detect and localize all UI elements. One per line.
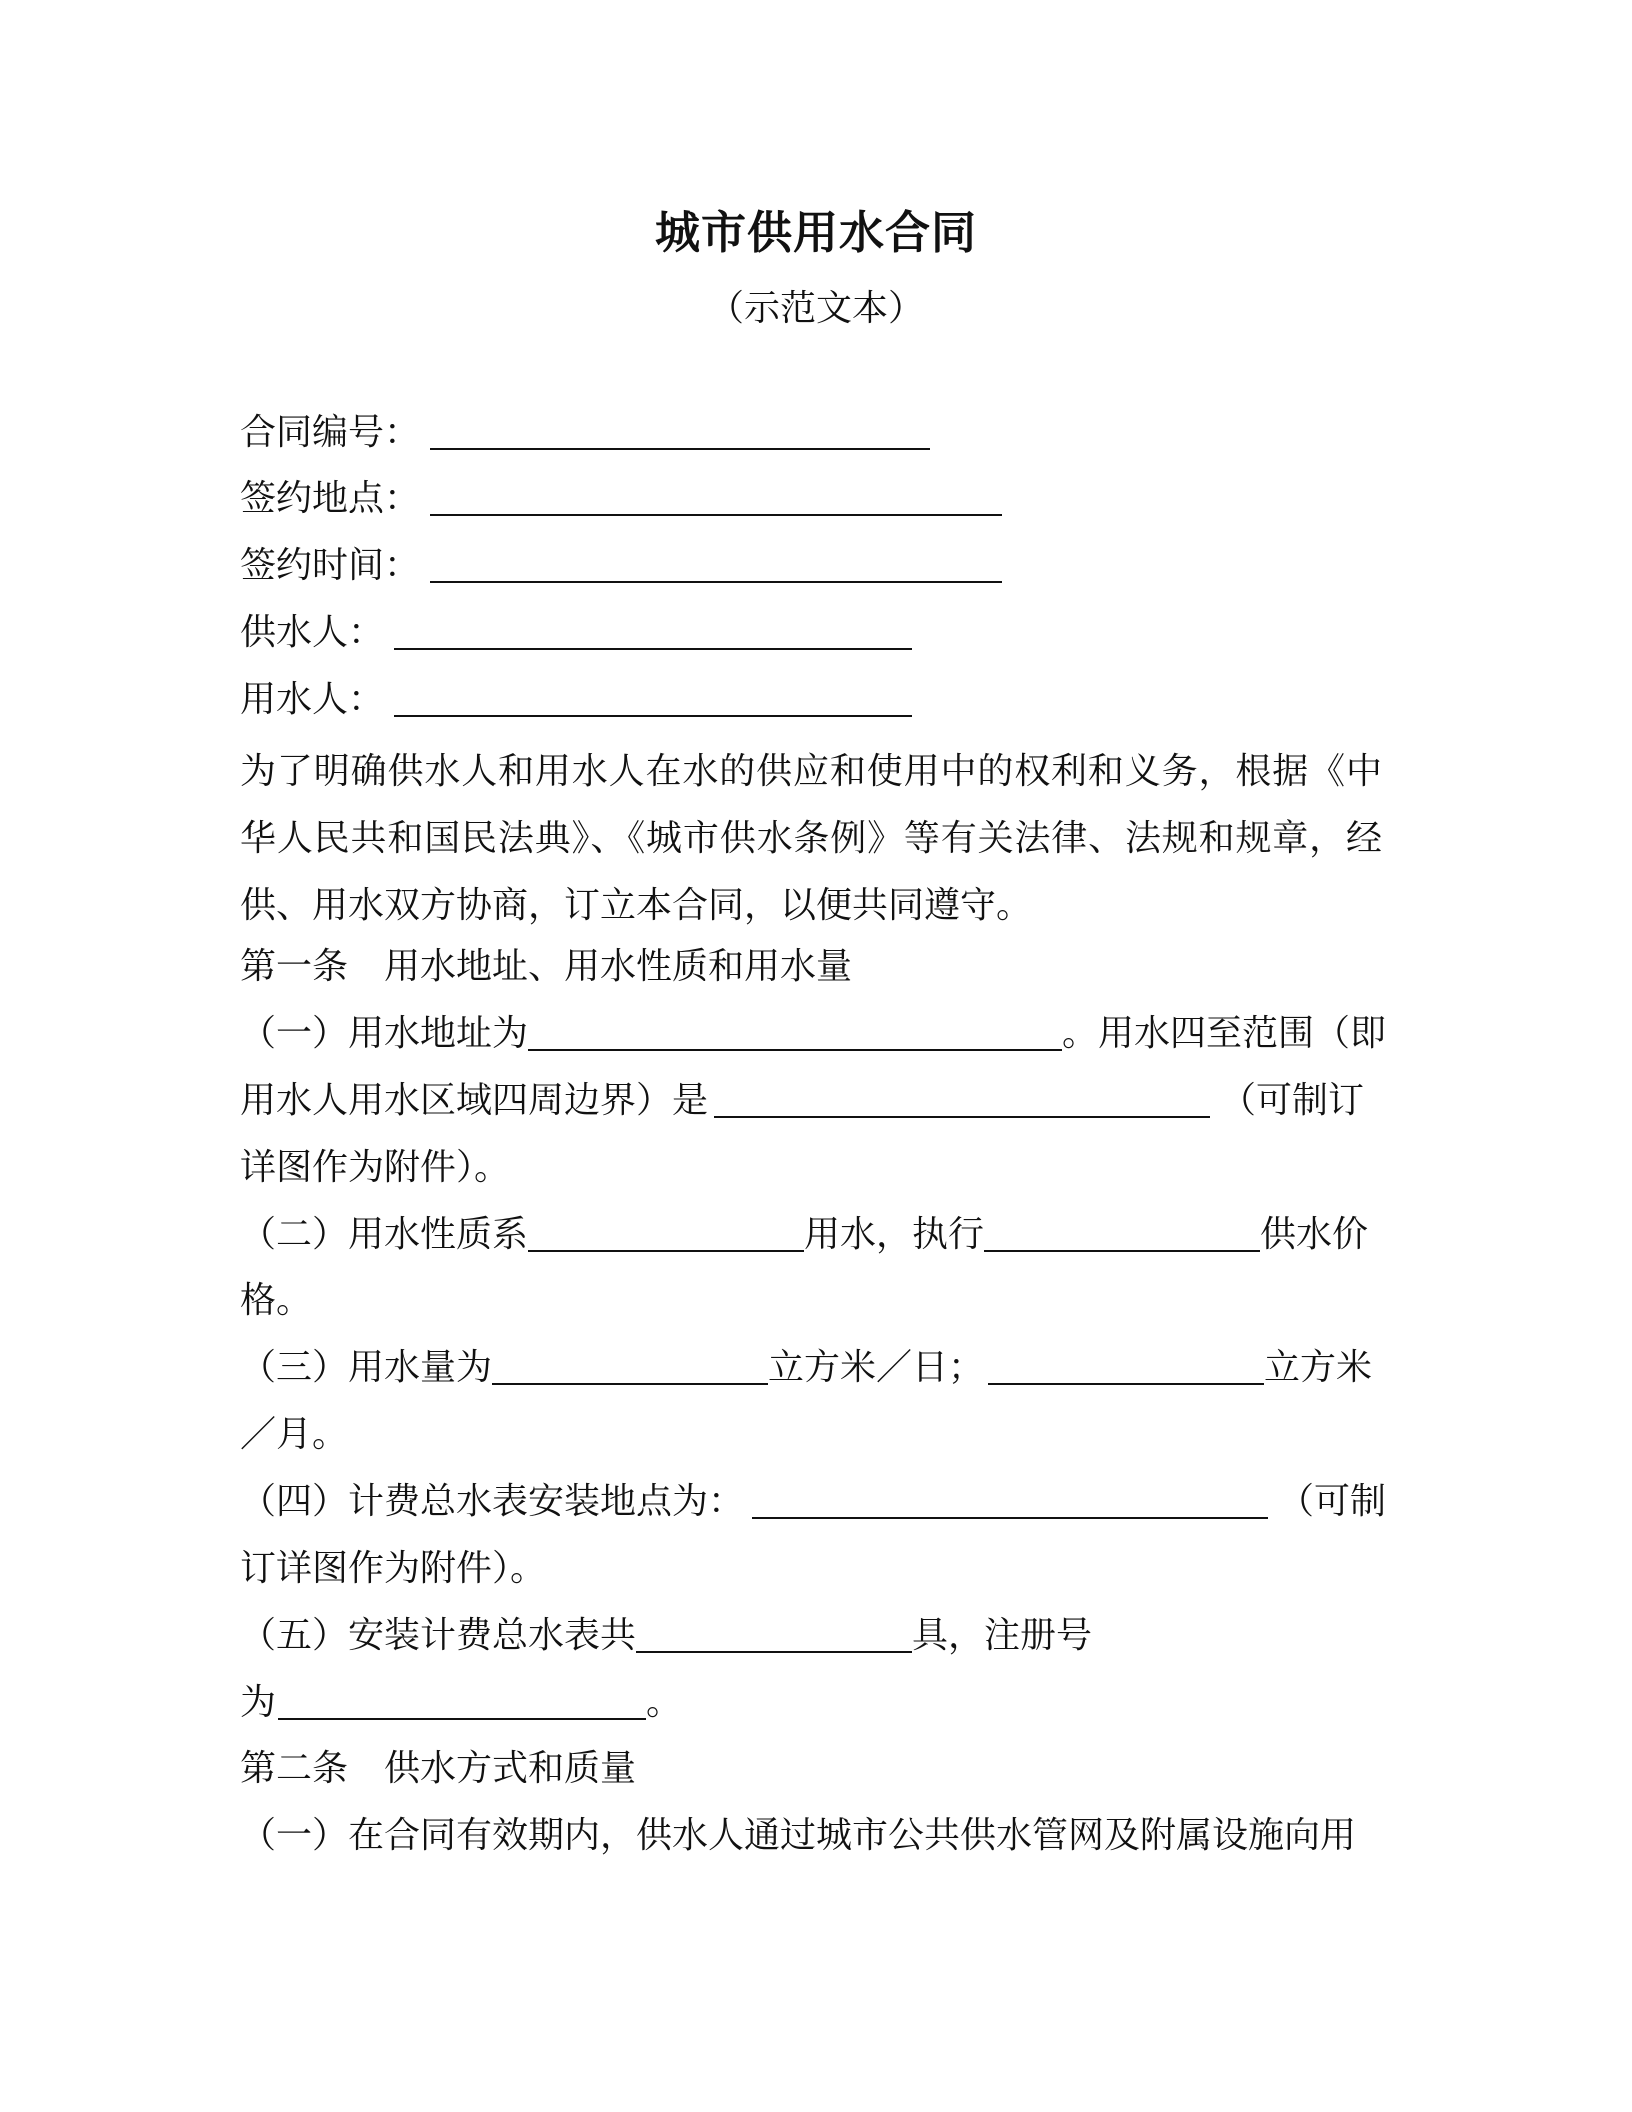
article1-item1-row3: 详图作为附件）。 [240, 1147, 511, 1188]
daily-volume-blank[interactable] [492, 1343, 768, 1385]
article1-item4-row2: 订详图作为附件）。 [240, 1548, 547, 1589]
item3-text-b: 立方米／日； [768, 1347, 985, 1388]
contract-no-row [240, 408, 1380, 458]
price-blank[interactable] [984, 1210, 1260, 1252]
item2-text-b: 用水，执行 [804, 1214, 985, 1255]
article2-item1: （一）在合同有效期内，供水人通过城市公共供水管网及附属设施向用 [240, 1815, 1357, 1856]
item5-text-a: （五）安装计费总水表共 [240, 1615, 637, 1656]
monthly-volume-blank[interactable] [988, 1343, 1264, 1385]
sign-time-label: 签约时间： [240, 545, 421, 586]
supplier-label: 供水人： [240, 612, 385, 653]
sign-place-label: 签约地点： [240, 478, 421, 519]
meter-count-blank[interactable] [636, 1611, 912, 1653]
intro-paragraph: 为了明确供水人和用水人在水的供应和使用中的权利和义务，根据《中华人民共和国民法典》、《城市供水条例》等有关法律、法规和规章，经供、用水双方协商，订立本合同，以便共同遵守。 [240, 751, 1382, 926]
supplier-row [240, 608, 1380, 658]
article1-item1-row2 [240, 1076, 1380, 1126]
article1-item2-row1 [240, 1210, 1380, 1260]
sign-place-blank[interactable] [430, 474, 1002, 516]
item2-text-c: 供水价 [1260, 1214, 1369, 1255]
sign-time-blank[interactable] [430, 541, 1002, 583]
article1-item5-row1 [240, 1611, 1380, 1661]
item5-text-d: 。 [646, 1682, 683, 1723]
item1-text-d: （可制订 [1220, 1080, 1365, 1121]
item3-text-c: 立方米 [1264, 1347, 1373, 1388]
user-row [240, 675, 1380, 725]
item5-text-b: 具，注册号 [912, 1615, 1093, 1656]
article2-heading: 第二条 供水方式和质量 [240, 1748, 637, 1789]
contract-no-blank[interactable] [430, 408, 930, 450]
item1-text-b: 。用水四至范围（即 [1062, 1013, 1387, 1054]
item2-text-a: （二）用水性质系 [240, 1214, 529, 1255]
sign-place-row [240, 474, 1380, 524]
item1-text-c: 用水人用水区域四周边界）是 [240, 1080, 709, 1121]
article1-item3-row1 [240, 1343, 1380, 1393]
contract-no-label: 合同编号： [240, 412, 421, 453]
article1-item1-row1 [240, 1009, 1387, 1059]
item3-text-a: （三）用水量为 [240, 1347, 493, 1388]
article1-item3-row2: ／月。 [240, 1414, 349, 1455]
boundary-blank[interactable] [714, 1076, 1210, 1118]
item5-text-c: 为 [240, 1682, 277, 1723]
document-title: 城市供用水合同 [654, 206, 977, 259]
article1-item5-row2 [240, 1678, 1380, 1728]
sign-time-row [240, 541, 1380, 591]
water-address-blank[interactable] [528, 1009, 1062, 1051]
user-label: 用水人： [240, 679, 385, 720]
item1-text-a: （一）用水地址为 [240, 1013, 529, 1054]
document-subtitle: （示范文本） [707, 288, 924, 329]
water-nature-blank[interactable] [528, 1210, 804, 1252]
article1-heading: 第一条 用水地址、用水性质和用水量 [240, 946, 853, 987]
item4-text-a: （四）计费总水表安装地点为： [240, 1481, 745, 1522]
meter-location-blank[interactable] [752, 1477, 1268, 1519]
supplier-blank[interactable] [394, 608, 912, 650]
registration-no-blank[interactable] [278, 1678, 646, 1720]
article1-item4-row1 [240, 1477, 1387, 1527]
user-blank[interactable] [394, 675, 912, 717]
article1-item2-row2: 格。 [240, 1280, 313, 1321]
item4-text-b: （可制 [1278, 1481, 1387, 1522]
